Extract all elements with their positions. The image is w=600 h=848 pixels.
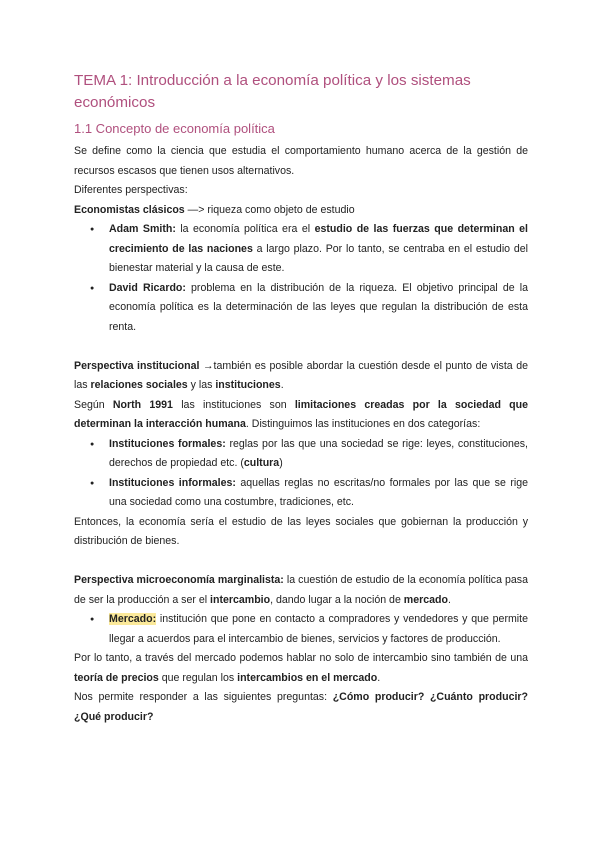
list-item-formal: ● Instituciones formales: reglas por las que una sociedad se rige: leyes, constituciones, derechos de propiedad etc. (cultura) [109,435,528,474]
institutions-list [74,435,528,513]
spacer [74,552,528,572]
institutional-paragraph: Perspectiva institucional →también es posible abordar la cuestión desde el punto de vista de las relaciones sociales y las instituciones. [74,359,528,391]
prices-paragraph: Por lo tanto, a través del mercado podemos hablar no solo de intercambio sino también de una teoría de precios que regulan los intercambios en el mercado. [74,652,528,684]
marginalist-paragraph: Perspectiva microeconomía marginalista: la cuestión de estudio de la economía política pasa de ser la producción a ser el intercambio, dando lugar a la noción de mercado. [74,574,529,606]
section-heading: 1.1 Concepto de economía política [74,121,275,136]
north-paragraph: Según North 1991 las instituciones son limitaciones creadas por la sociedad que determinan la interacción humana. Distinguimos las instituciones en dos categorías: [74,398,529,430]
classics-label: Economistas clásicos [74,203,185,216]
list-item-smith: ● Adam Smith: la economía política era el estudio de las fuerzas que determinan el crecimiento de las naciones a largo plazo. Por lo tanto, se centraba en el estudio del bienestar material y la causa de este. [109,220,528,279]
perspectives-label: Diferentes perspectivas: [74,184,188,196]
definition-paragraph: Se define como la ciencia que estudia el comportamiento humano acerca de la gestión de recursos escasos que tienen usos alternativos. [74,145,528,177]
market-list [74,610,528,649]
list-item-informal: ● Instituciones informales: aquellas reglas no escritas/no formales por las que se rige una sociedad como una costumbre, tradiciones, etc. [109,474,528,513]
list-item-ricardo: ● David Ricardo: problema en la distribución de la riqueza. El objetivo principal de la economía política es la determinación de las leyes que regulan la distribución de esta renta. [109,279,528,338]
classics-list [74,220,528,337]
document-title: TEMA 1: Introducción a la economía política y los sistemas económicos [74,72,471,111]
classics-paragraph: Economistas clásicos —> riqueza como objeto de estudio [74,203,355,216]
highlighted-term: Mercado: [109,613,157,625]
questions-paragraph: Nos permite responder a las siguientes preguntas: ¿Cómo producir? ¿Cuánto producir? ¿Qué producir? [74,691,528,723]
spacer [74,337,528,357]
institutional-conclusion: Entonces, la economía sería el estudio de las leyes sociales que gobiernan la producción y distribución de bienes. [74,515,528,547]
list-item-market: ● Mercado: institución que pone en contacto a compradores y vendedores y que permite llegar a acuerdos para el intercambio de bienes, servicios y factores de producción. [109,610,528,649]
